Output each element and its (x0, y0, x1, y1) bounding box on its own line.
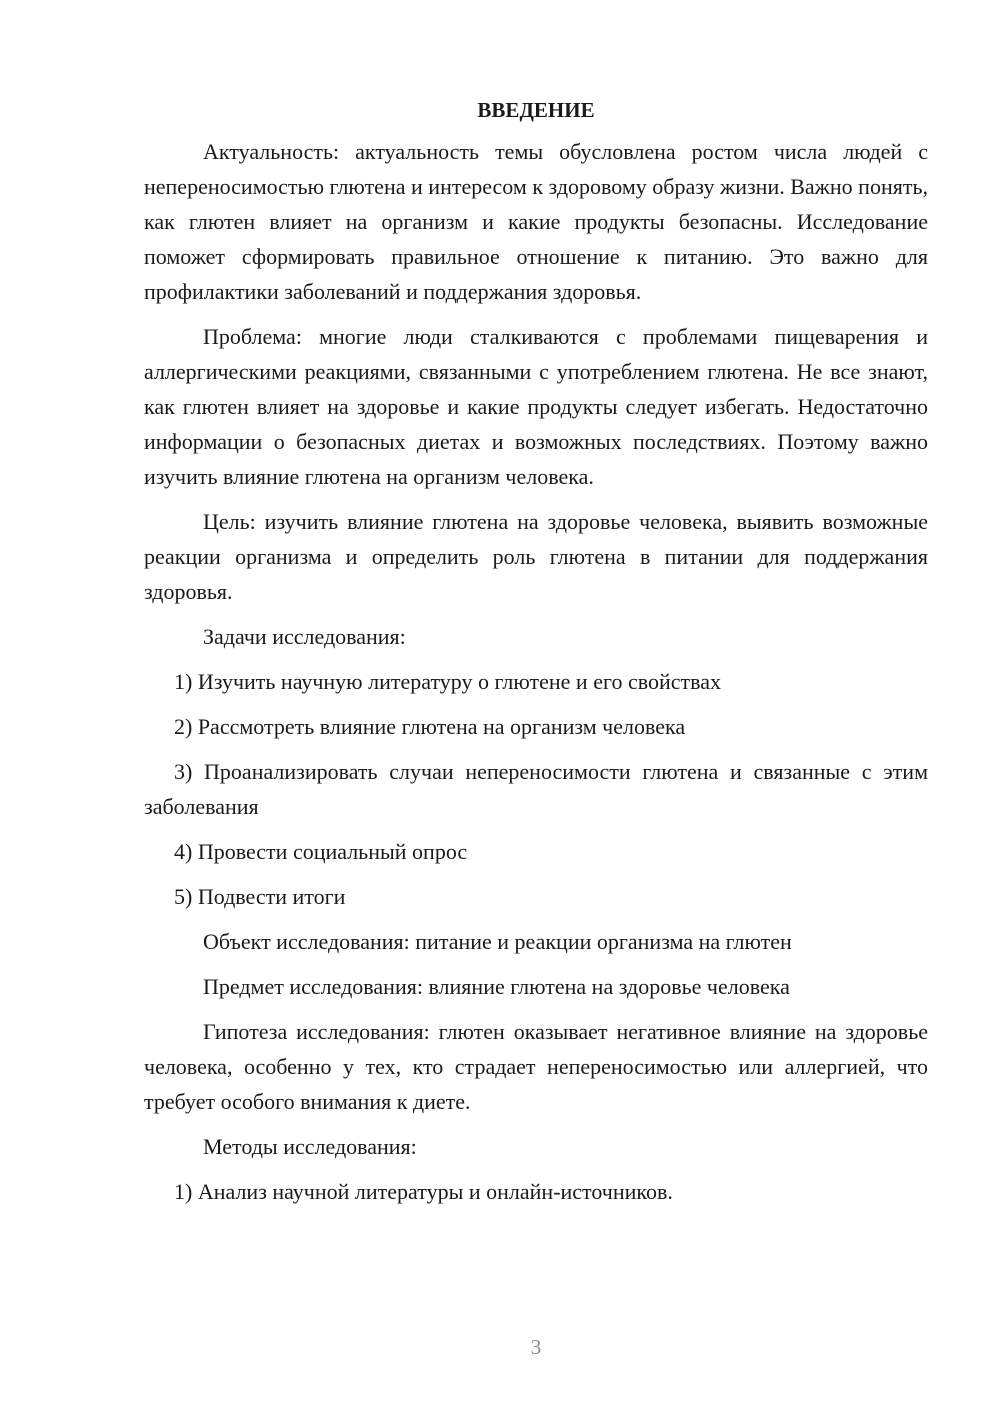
object-line: Объект исследования: питание и реакции организма на глютен (203, 929, 792, 954)
task-item-5: 5) Подвести итоги (174, 884, 346, 909)
page-number: 3 (530, 1335, 542, 1359)
methods-heading: Методы исследования: (203, 1134, 417, 1159)
section-title: ВВЕДЕНИЕ (477, 98, 595, 122)
hypothesis-paragraph: Гипотеза исследования: глютен оказывает негативное влияние на здоровье человека, особенно у тех, кто страдает непереносимостью или аллергией, что требует особого внимания к диете. (144, 1019, 928, 1114)
task-item-2: 2) Рассмотреть влияние глютена на организм человека (174, 714, 686, 739)
document-page (144, 90, 928, 1219)
relevance-paragraph: Актуальность: актуальность темы обусловлена ростом числа людей с непереносимостью глютена и интересом к здоровому образу жизни. Важно понять, как глютен влияет на организм и какие продукты безопасны. Исследование поможет сформировать правильное отношение к питанию. Это важно для профилактики заболеваний и поддержания здоровья. (144, 139, 928, 304)
subject-line: Предмет исследования: влияние глютена на здоровье человека (203, 974, 790, 999)
task-item-4: 4) Провести социальный опрос (174, 839, 468, 864)
task-item-3: 3) Проанализировать случаи непереносимости глютена и связанные с этим заболевания (144, 759, 928, 819)
tasks-heading: Задачи исследования: (203, 624, 406, 649)
method-item-1: 1) Анализ научной литературы и онлайн-источников. (174, 1179, 673, 1204)
goal-paragraph: Цель: изучить влияние глютена на здоровье человека, выявить возможные реакции организма и определить роль глютена в питании для поддержания здоровья. (144, 509, 928, 604)
task-item-1: 1) Изучить научную литературу о глютене и его свойствах (174, 669, 721, 694)
problem-paragraph: Проблема: многие люди сталкиваются с проблемами пищеварения и аллергическими реакциями, связанными с употреблением глютена. Не все знают, как глютен влияет на здоровье и какие продукты следует избегать. Недостаточно информации о безопасных диетах и возможных последствиях. Поэтому важно изучить влияние глютена на организм человека. (144, 324, 928, 489)
